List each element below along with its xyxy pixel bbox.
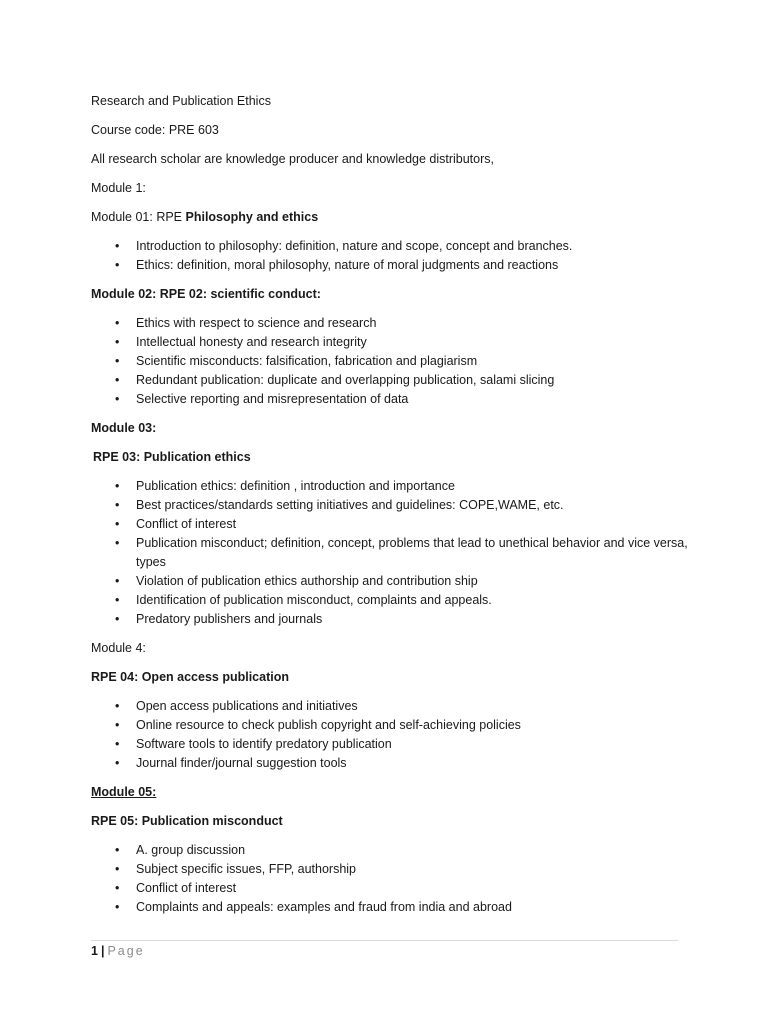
list-item: • Identification of publication misconduct, complaints and appeals. <box>91 591 691 610</box>
list-item: • Redundant publication: duplicate and overlapping publication, salami slicing <box>91 371 691 390</box>
list-item: • Software tools to identify predatory publication <box>91 735 691 754</box>
module-03-list <box>91 477 691 629</box>
module-05-heading: RPE 05: Publication misconduct <box>91 814 283 828</box>
list-item: • Predatory publishers and journals <box>91 610 691 629</box>
page-label: Page <box>107 944 145 958</box>
module-01-heading-bold: Philosophy and ethics <box>185 210 319 224</box>
list-item: • Complaints and appeals: examples and fraud from india and abroad <box>91 898 691 917</box>
module-02-heading: Module 02: RPE 02: scientific conduct: <box>91 287 321 301</box>
module-05-label: Module 05: <box>91 785 157 799</box>
list-item: • Online resource to check publish copyright and self-achieving policies <box>91 716 691 735</box>
page-separator: | <box>100 944 105 958</box>
list-item: • Publication misconduct; definition, concept, problems that lead to unethical behavior and vice versa, types <box>91 534 691 572</box>
list-item: • Conflict of interest <box>91 515 691 534</box>
page-footer <box>91 940 678 958</box>
module-04-list <box>91 697 691 773</box>
module-4-label: Module 4: <box>91 641 146 655</box>
module-1-label: Module 1: <box>91 181 146 195</box>
document-body <box>91 92 691 927</box>
list-item: • Conflict of interest <box>91 879 691 898</box>
module-03-label: Module 03: <box>91 421 157 435</box>
list-item: • Scientific misconducts: falsification, fabrication and plagiarism <box>91 352 691 371</box>
page-number: 1 <box>91 944 98 958</box>
list-item: • Intellectual honesty and research integrity <box>91 333 691 352</box>
list-item: • Ethics: definition, moral philosophy, nature of moral judgments and reactions <box>91 256 691 275</box>
document-title: Research and Publication Ethics <box>91 94 271 108</box>
list-item: • A. group discussion <box>91 841 691 860</box>
module-01-list <box>91 237 691 275</box>
module-04-heading: RPE 04: Open access publication <box>91 670 289 684</box>
list-item: • Ethics with respect to science and research <box>91 314 691 333</box>
module-05-list <box>91 841 691 917</box>
intro-text: All research scholar are knowledge producer and knowledge distributors, <box>91 152 494 166</box>
list-item: • Violation of publication ethics authorship and contribution ship <box>91 572 691 591</box>
list-item: • Selective reporting and misrepresentation of data <box>91 390 691 409</box>
module-01-heading-prefix: Module 01: RPE <box>91 210 186 224</box>
list-item: • Subject specific issues, FFP, authorship <box>91 860 691 879</box>
list-item: • Journal finder/journal suggestion tools <box>91 754 691 773</box>
module-03-heading: RPE 03: Publication ethics <box>93 450 251 464</box>
list-item: • Publication ethics: definition , introduction and importance <box>91 477 691 496</box>
list-item: • Introduction to philosophy: definition, nature and scope, concept and branches. <box>91 237 691 256</box>
list-item: • Best practices/standards setting initiatives and guidelines: COPE,WAME, etc. <box>91 496 691 515</box>
module-02-list <box>91 314 691 409</box>
module-01-heading <box>91 208 691 227</box>
course-code: Course code: PRE 603 <box>91 123 219 137</box>
list-item: • Open access publications and initiatives <box>91 697 691 716</box>
